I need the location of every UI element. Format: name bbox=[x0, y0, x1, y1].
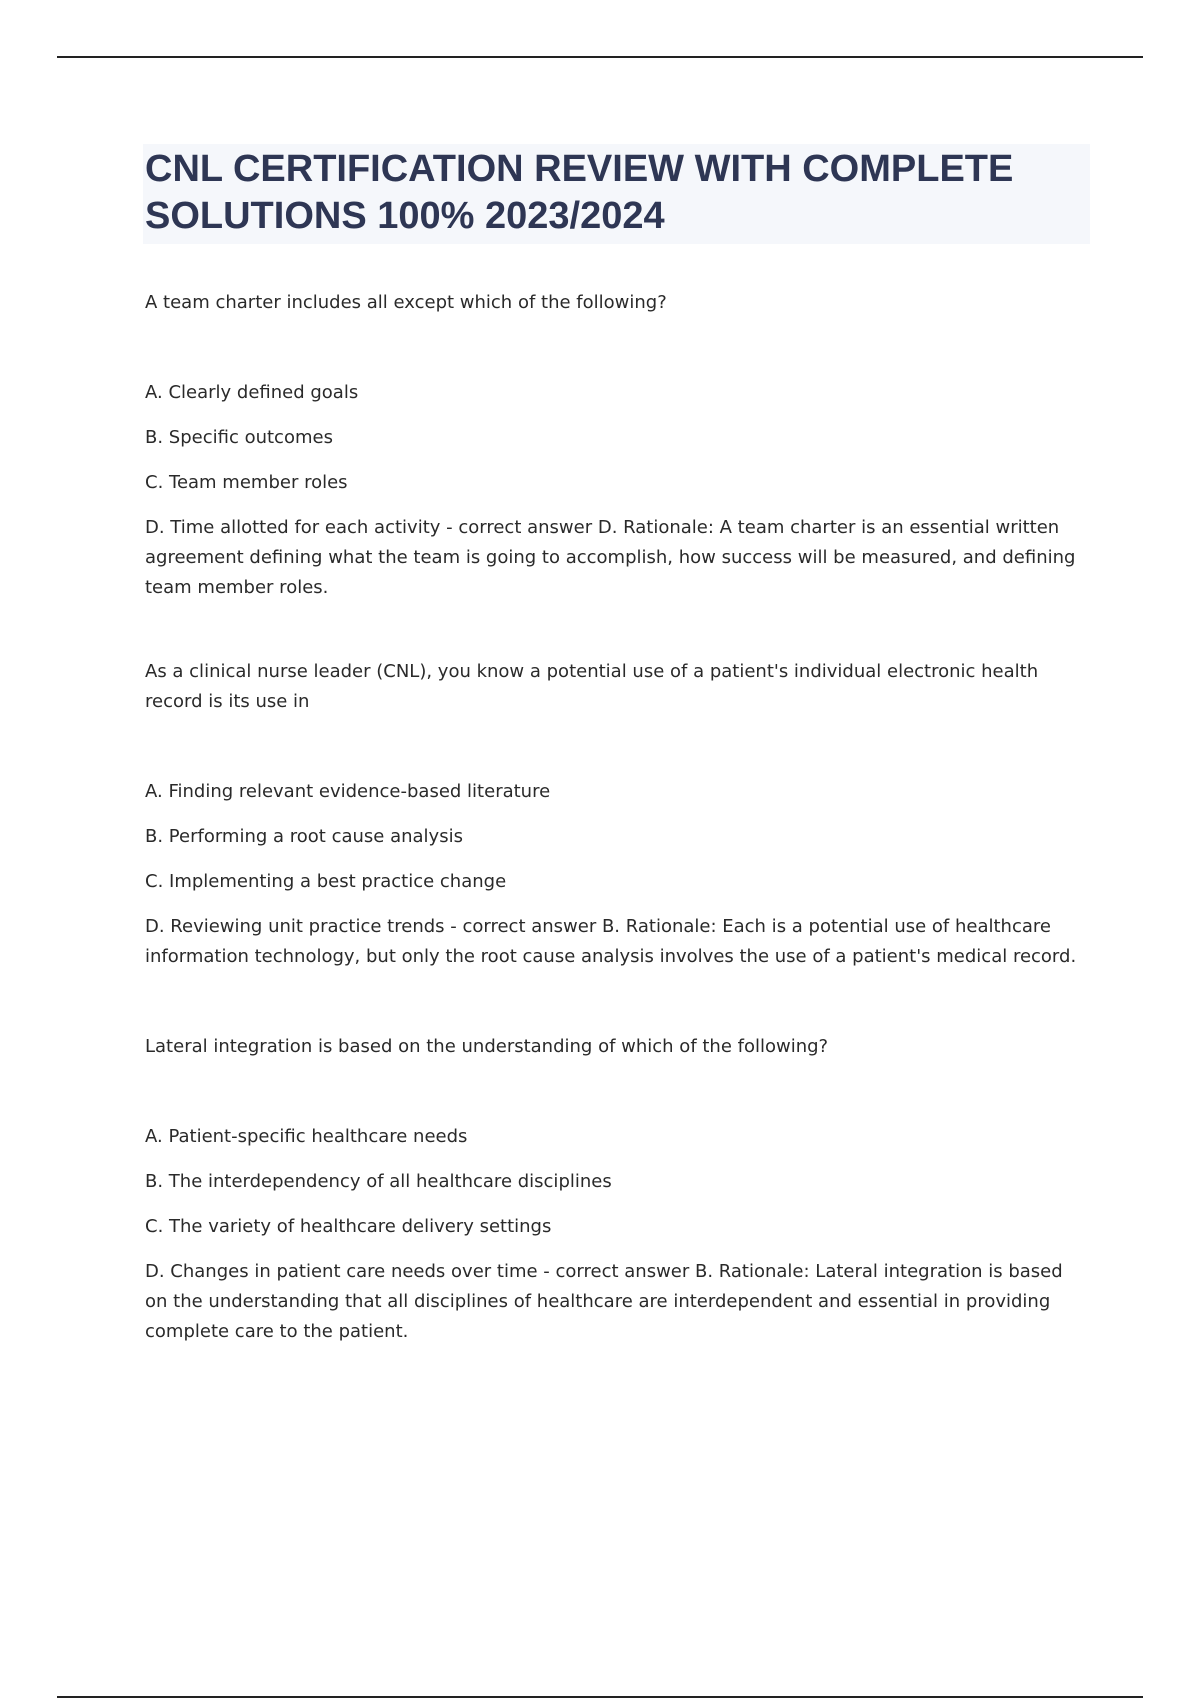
answer-option: B. Specific outcomes bbox=[145, 427, 333, 448]
question-block-1 bbox=[145, 288, 1090, 603]
document-title: CNL CERTIFICATION REVIEW WITH COMPLETE SOLUTIONS 100% 2023/2024 bbox=[145, 148, 1014, 237]
question-block-2 bbox=[145, 657, 1090, 972]
answer-option-with-rationale: D. Reviewing unit practice trends - correct answer B. Rationale: Each is a potential use of healthcare information technology, but only the root cause analysis involves the use of a patient's medical record. bbox=[145, 916, 1077, 967]
answer-option: B. The interdependency of all healthcare disciplines bbox=[145, 1171, 612, 1192]
answer-option: B. Performing a root cause analysis bbox=[145, 826, 463, 847]
answer-option: A. Patient-specific healthcare needs bbox=[145, 1126, 468, 1147]
title-band bbox=[143, 144, 1090, 244]
answer-option-with-rationale: D. Changes in patient care needs over time - correct answer B. Rationale: Lateral integration is based on the understanding that all disciplines of healthcare are interdependent and essential in providing complete care to the patient. bbox=[145, 1261, 1063, 1342]
answer-option-with-rationale: D. Time allotted for each activity - correct answer D. Rationale: A team charter is an essential written agreement defining what the team is going to accomplish, how success will be measured, and defining team member roles. bbox=[145, 517, 1076, 598]
answer-option: C. Implementing a best practice change bbox=[145, 871, 507, 892]
question-block-3 bbox=[145, 1032, 1090, 1347]
question-prompt: Lateral integration is based on the understanding of which of the following? bbox=[145, 1036, 829, 1057]
question-prompt: A team charter includes all except which of the following? bbox=[145, 292, 667, 313]
bottom-rule bbox=[57, 1696, 1143, 1698]
answer-option: A. Finding relevant evidence-based literature bbox=[145, 781, 551, 802]
answer-option: C. Team member roles bbox=[145, 472, 348, 493]
answer-option: A. Clearly defined goals bbox=[145, 382, 359, 403]
document-body bbox=[145, 144, 1090, 1401]
top-rule bbox=[57, 56, 1143, 58]
answer-option: C. The variety of healthcare delivery settings bbox=[145, 1216, 552, 1237]
question-prompt: As a clinical nurse leader (CNL), you know a potential use of a patient's individual electronic health record is its use in bbox=[145, 661, 1039, 712]
